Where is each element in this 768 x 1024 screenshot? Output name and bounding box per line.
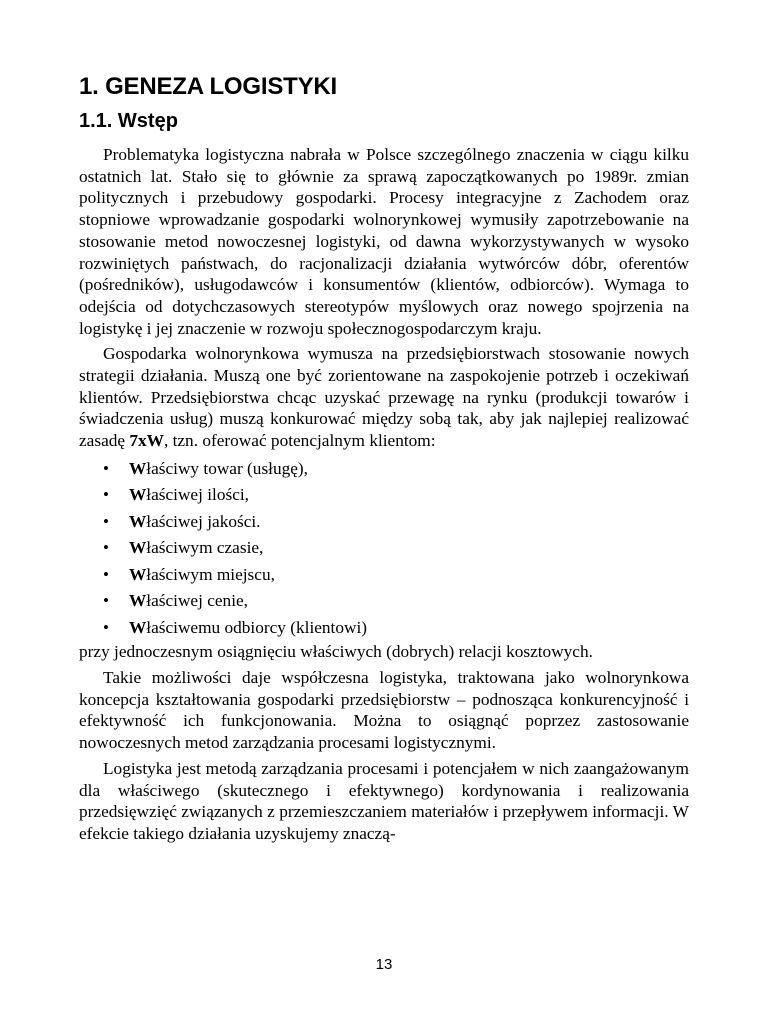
list-item-initial: W (129, 485, 147, 505)
bullet-icon: • (103, 617, 109, 637)
list-item-initial: W (129, 564, 147, 584)
list-item (103, 588, 689, 615)
bullet-icon: • (103, 564, 109, 584)
seven-w-list (79, 456, 689, 642)
paragraph-market-text-2: , tzn. oferować potencjalnym klientom: (163, 431, 436, 451)
list-item (103, 509, 689, 536)
list-item-text: łaściwym czasie, (146, 538, 264, 558)
paragraph-intro: Problematyka logistyczna nabrała w Polsce szczególnego znaczenia w ciągu kilku ostatnich lat. Stało się to głównie za sprawą zapoczątkowanych po 1989r. zmian politycznych i przebudowy gospodarki. Procesy integracyjne z Zachodem oraz stopniowe wprowadzanie gospodarki wolnorynkowej wymusiły zapotrzebowanie na stosowanie metod nowoczesnej logistyki, od dawna wykorzystywanych w wysoko rozwiniętych państwach, do racjonalizacji działania wytwórców dóbr, oferentów (pośredników), usługodawców i konsumentów (klientów, odbiorców). Wymaga to odejścia od dotychczasowych stereotypów myślowych oraz nowego spojrzenia na logistykę i jej znaczenie w rozwoju społecznogospodarczym kraju. (79, 145, 689, 338)
paragraph-cost-relations: przy jednoczesnym osiągnięciu właściwych (dobrych) relacji kosztowych. (79, 642, 593, 662)
list-item (103, 615, 689, 642)
section-title: 1.1. Wstęp (79, 110, 178, 132)
list-item (103, 535, 689, 562)
list-item-initial: W (129, 511, 147, 531)
list-item-text: łaściwej cenie, (146, 591, 248, 611)
paragraph-logistics-definition: Logistyka jest metodą zarządzania procesami i potencjałem w nich zaangażowanym dla właściwego (skutecznego i efektywnego) kordynowania i realizowania przedsięwzięć związanych z przemieszczaniem materiałów i przepływem informacji. W efekcie takiego działania uzyskujemy znaczą- (79, 758, 689, 843)
list-item (103, 562, 689, 589)
list-item-text: łaściwemu odbiorcy (klientowi) (146, 617, 368, 637)
page-content (79, 72, 689, 849)
page-number: 13 (375, 956, 393, 973)
list-item (103, 456, 689, 483)
list-item-text: łaściwym miejscu, (146, 564, 275, 584)
bullet-icon: • (103, 511, 109, 531)
list-item-text: łaściwej jakości. (146, 511, 261, 531)
list-item-initial: W (129, 538, 147, 558)
list-item-initial: W (129, 458, 147, 478)
paragraph-market-text-1: Gospodarka wolnorynkowa wymusza na przedsiębiorstwach stosowanie nowych strategii działania. Muszą one być zorientowane na zaspokojenie potrzeb i oczekiwań klientów. Przedsiębiorstwa chcąc uzyskać przewagę na rynku (produkcji towarów i świadczenia usług) muszą konkurować między sobą tak, aby jak najlepiej realizować zasadę (79, 344, 689, 451)
bullet-icon: • (103, 591, 109, 611)
list-item-text: łaściwy towar (usługę), (146, 458, 309, 478)
chapter-title: 1. GENEZA LOGISTYKI (79, 73, 338, 100)
list-item-text: łaściwej ilości, (146, 485, 249, 505)
bullet-icon: • (103, 485, 109, 505)
bullet-icon: • (103, 538, 109, 558)
paragraph-market (79, 343, 689, 452)
list-item-initial: W (129, 617, 147, 637)
list-item (103, 482, 689, 509)
rule-7xw: 7xW (129, 431, 164, 451)
bullet-icon: • (103, 458, 109, 478)
paragraph-modern-logistics: Takie możliwości daje współczesna logistyka, traktowana jako wolnorynkowa koncepcja kształtowania gospodarki przedsiębiorstw – podnosząca konkurencyjność i efektywność ich funkcjonowania. Można to osiągnąć poprzez zastosowanie nowoczesnych metod zarządzania procesami logistycznymi. (79, 668, 689, 753)
list-item-initial: W (129, 591, 147, 611)
